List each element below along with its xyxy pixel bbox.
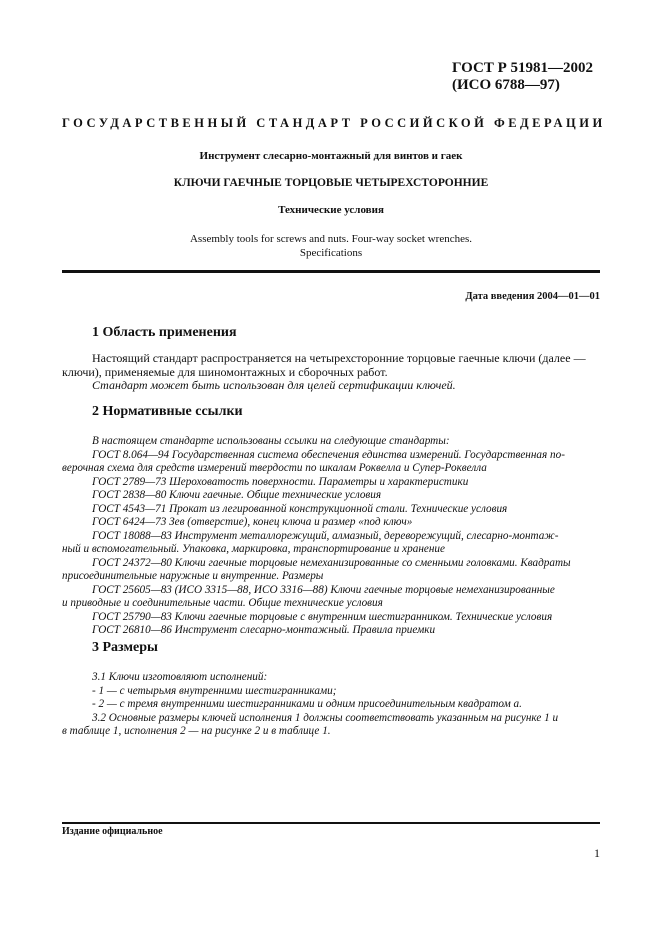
text-line: 3.1 Ключи изготовляют исполнений: bbox=[92, 671, 268, 683]
text-line: - 2 — с тремя внутренними шестигранниками и одним присоединительным квадратом а. bbox=[92, 698, 522, 710]
text-line: присоединительные наружные и внутренние. Размеры bbox=[62, 570, 324, 582]
text-line: ГОСТ 18088—83 Инструмент металлорежущий, алмазный, дереворежущий, слесарно-монтаж- bbox=[92, 529, 559, 542]
section-heading: 3 Размеры bbox=[92, 640, 158, 655]
page-number: 1 bbox=[594, 846, 600, 860]
text-line: ный и вспомогательный. Упаковка, маркировка, транспортирование и хранение bbox=[62, 543, 445, 555]
text-line: В настоящем стандарте использованы ссылки на следующие стандарты: bbox=[92, 435, 450, 447]
english-title bbox=[62, 232, 600, 260]
section-heading: 2 Нормативные ссылки bbox=[92, 404, 243, 419]
text-line: ГОСТ 2789—73 Шероховатость поверхности. Параметры и характеристики bbox=[92, 475, 469, 488]
text-line: в таблице 1, исполнения 2 — на рисунке 2 и в таблице 1. bbox=[62, 725, 331, 737]
footer-divider bbox=[62, 822, 600, 824]
category-title: Инструмент слесарно-монтажный для винтов и гаек bbox=[199, 150, 463, 162]
text-line: 3.2 Основные размеры ключей исполнения 1 должны соответствовать указанным на рисунке 1 и bbox=[92, 711, 559, 724]
main-title: КЛЮЧИ ГАЕЧНЫЕ ТОРЦОВЫЕ ЧЕТЫРЕХСТОРОННИЕ bbox=[173, 177, 489, 189]
text-line: и приводные и соединительные части. Общие технические условия bbox=[62, 597, 383, 609]
text-line: ГОСТ 4543—71 Прокат из легированной конструкционной стали. Технические условия bbox=[92, 502, 508, 515]
header-divider bbox=[62, 270, 600, 273]
introduction-date: Дата введения 2004—01—01 bbox=[465, 291, 600, 302]
section-body bbox=[62, 352, 600, 393]
english-title-line: Specifications bbox=[299, 247, 363, 259]
english-title-line: Assembly tools for screws and nuts. Four-way socket wrenches. bbox=[189, 233, 473, 245]
subtitle: Технические условия bbox=[278, 204, 384, 216]
text-line: ГОСТ 26810—86 Инструмент слесарно-монтажный. Правила приемки bbox=[92, 624, 436, 636]
text-line: - 1 — с четырьмя внутренними шестигранниками; bbox=[92, 684, 337, 697]
text-line: ГОСТ 25790—83 Ключи гаечные торцовые с внутренним шестигранником. Технические условия bbox=[92, 610, 553, 623]
section-body bbox=[62, 671, 600, 739]
gost-number: ГОСТ Р 51981—2002 bbox=[452, 60, 594, 76]
text-line: верочная схема для средств измерений твердости по шкалам Роквелла и Супер-Роквелла bbox=[62, 462, 487, 474]
text-line: ГОСТ 6424—73 Зев (отверстие), конец ключа и размер «под ключ» bbox=[92, 516, 413, 528]
text-line: ключи), применяемые для шиномонтажных и сборочных работ. bbox=[62, 365, 388, 379]
text-line: Стандарт может быть использован для целей сертификации ключей. bbox=[92, 379, 456, 392]
text-line: ГОСТ 8.064—94 Государственная система обеспечения единства измерений. Государственная по- bbox=[92, 448, 565, 461]
text-line: ГОСТ 2838—80 Ключи гаечные. Общие технические условия bbox=[92, 489, 382, 501]
section-heading: 1 Область применения bbox=[92, 325, 237, 340]
iso-number: (ИСО 6788—97) bbox=[452, 77, 560, 93]
text-line: ГОСТ 24372—80 Ключи гаечные торцовые немеханизированные со сменными головками. Квадраты bbox=[92, 556, 571, 569]
text-line: ГОСТ 25605—83 (ИСО 3315—88, ИСО 3316—88) Ключи гаечные торцовые немеханизированные bbox=[92, 583, 555, 596]
state-standard-title: ГОСУДАРСТВЕННЫЙ СТАНДАРТ РОССИЙСКОЙ ФЕДЕРАЦИИ bbox=[62, 116, 606, 130]
text-line: Настоящий стандарт распространяется на четырехсторонние торцовые гаечные ключи (далее — bbox=[92, 352, 586, 365]
section-body bbox=[62, 435, 600, 638]
gost-number-block bbox=[452, 60, 612, 94]
edition-label: Издание официальное bbox=[62, 826, 163, 837]
